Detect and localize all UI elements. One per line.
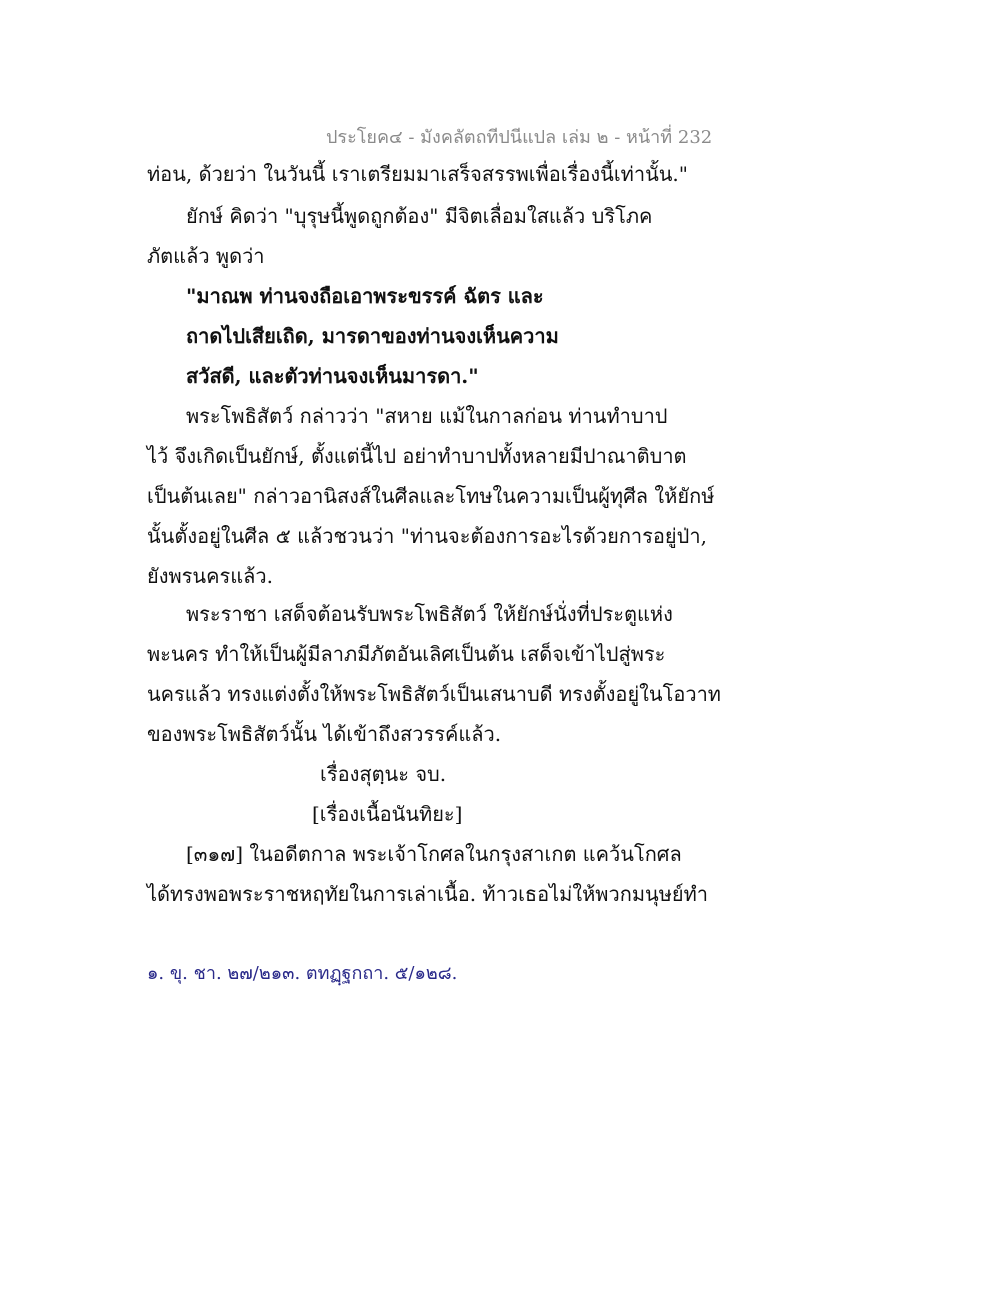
- body-line: ไว้ จึงเกิดเป็นยักษ์, ตั้งแต่นี้ไป อย่าทำบาปทั้งหลายมีปาณาติบาต: [147, 444, 687, 468]
- body-line: ภัตแล้ว พูดว่า: [147, 244, 265, 268]
- footnote: ๑. ขุ. ชา. ๒๗/๒๑๓. ตทฏฺฐกถา. ๕/๑๒๘.: [147, 963, 458, 984]
- verse-line: "มาณพ ท่านจงถือเอาพระขรรค์ ฉัตร และ: [186, 284, 544, 308]
- body-line: ท่อน, ด้วยว่า ในวันนี้ เราเตรียมมาเสร็จสรรพเพื่อเรื่องนี้เท่านั้น.": [147, 162, 688, 186]
- verse-line: สวัสดี, และตัวท่านจงเห็นมารดา.": [186, 364, 479, 388]
- story-end-line: เรื่องสุตฺนะ จบ.: [320, 762, 447, 786]
- verse-line: ถาดไปเสียเถิด, มารดาของท่านจงเห็นความ: [186, 324, 559, 348]
- body-line: พะนคร ทำให้เป็นผู้มีลาภมีภัตอันเลิศเป็นต้น เสด็จเข้าไปสู่พระ: [147, 642, 666, 666]
- body-line: ของพระโพธิสัตว์นั้น ได้เข้าถึงสวรรค์แล้ว.: [147, 722, 502, 746]
- body-line: พระโพธิสัตว์ กล่าวว่า "สหาย แม้ในกาลก่อน ท่านทำบาป: [186, 404, 668, 428]
- body-line: ยังพรนครแล้ว.: [147, 564, 273, 588]
- running-header: ประโยค๔ - มังคลัตถทีปนีแปล เล่ม ๒ - หน้าที่ 232: [326, 127, 713, 148]
- body-line: [๓๑๗] ในอดีตกาล พระเจ้าโกศลในกรุงสาเกต แคว้นโกศล: [186, 842, 682, 866]
- body-line: เป็นต้นเลย" กล่าวอานิสงส์ในศีลและโทษในความเป็นผู้ทุศีล ให้ยักษ์: [147, 484, 715, 508]
- story-heading: [เรื่องเนื้อนันทิยะ]: [312, 802, 463, 826]
- body-line: นั้นตั้งอยู่ในศีล ๕ แล้วชวนว่า "ท่านจะต้องการอะไรด้วยการอยู่ป่า,: [147, 524, 707, 548]
- body-line: นครแล้ว ทรงแต่งตั้งให้พระโพธิสัตว์เป็นเสนาบดี ทรงตั้งอยู่ในโอวาท: [147, 682, 721, 706]
- body-line: ยักษ์ คิดว่า "บุรุษนี้พูดถูกต้อง" มีจิตเลื่อมใสแล้ว บริโภค: [186, 204, 653, 228]
- body-line: พระราชา เสด็จต้อนรับพระโพธิสัตว์ ให้ยักษ์นั่งที่ประตูแห่ง: [186, 602, 673, 626]
- body-line: ได้ทรงพอพระราชหฤทัยในการเล่าเนื้อ. ท้าวเธอไม่ให้พวกมนุษย์ทำ: [147, 882, 709, 906]
